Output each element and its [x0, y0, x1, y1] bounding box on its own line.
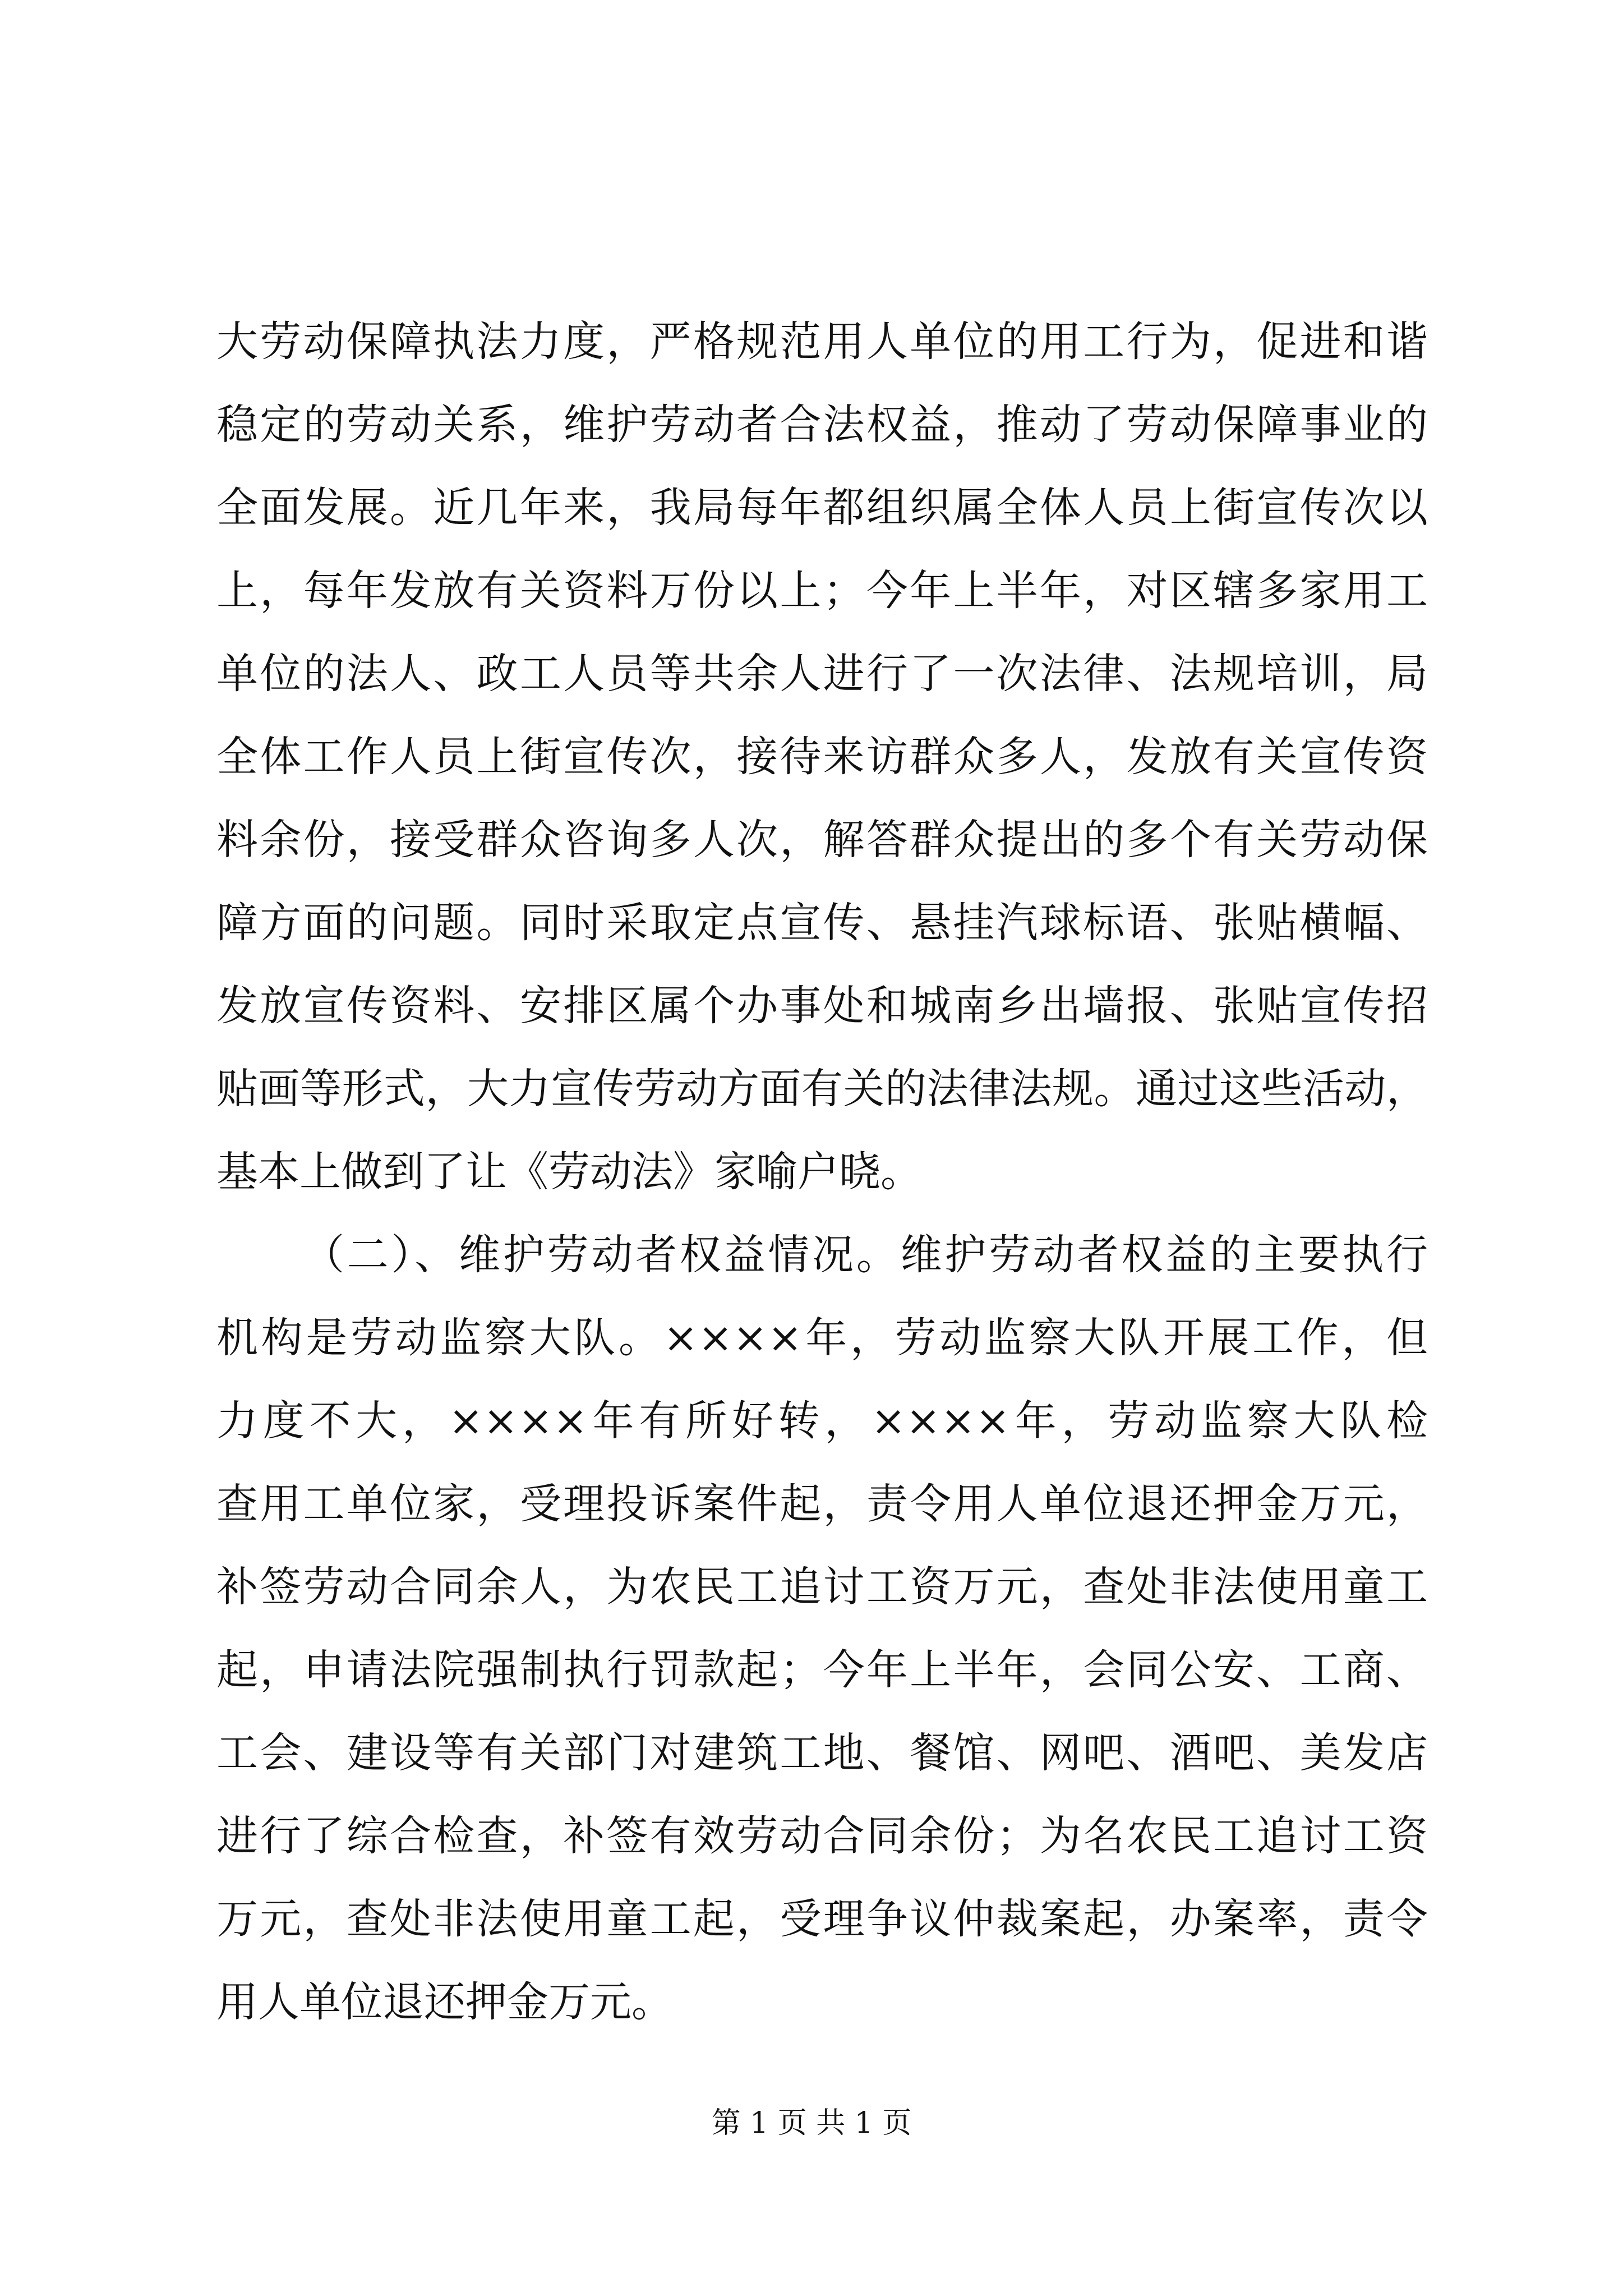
text-line: 全面发展。近几年来，我局每年都组织属全体人员上街宣传次以 [216, 484, 1428, 532]
paragraph-2 [216, 1213, 1428, 2044]
text-line: （二）、维护劳动者权益情况。维护劳动者权益的主要执行 [303, 1231, 1428, 1279]
text-line: 力度不大，××××年有所好转，××××年，劳动监察大队检 [216, 1397, 1428, 1445]
text-line: 用人单位退还押金万元。 [216, 1978, 673, 2026]
paragraph-1 [216, 300, 1428, 1213]
page-footer: 第 1 页 共 1 页 [711, 2106, 912, 2140]
text-line: 起，申请法院强制执行罚款起；今年上半年，会同公安、工商、 [216, 1646, 1428, 1694]
text-line: 进行了综合检查，补签有效劳动合同余份；为名农民工追讨工资 [216, 1812, 1428, 1860]
text-line: 单位的法人、政工人员等共余人进行了一次法律、法规培训，局 [216, 650, 1428, 698]
text-line: 机构是劳动监察大队。××××年，劳动监察大队开展工作，但 [216, 1314, 1428, 1362]
text-line: 料余份，接受群众咨询多人次，解答群众提出的多个有关劳动保 [216, 816, 1428, 864]
text-line: 大劳动保障执法力度，严格规范用人单位的用工行为，促进和谐 [216, 318, 1428, 366]
text-line: 上，每年发放有关资料万份以上；今年上半年，对区辖多家用工 [216, 567, 1428, 615]
text-line: 补签劳动合同余人，为农民工追讨工资万元，查处非法使用童工 [216, 1563, 1428, 1611]
text-line: 工会、建设等有关部门对建筑工地、餐馆、网吧、酒吧、美发店 [216, 1729, 1428, 1777]
text-line: 发放宣传资料、安排区属个办事处和城南乡出墙报、张贴宣传招 [216, 982, 1428, 1030]
text-line: 障方面的问题。同时采取定点宣传、悬挂汽球标语、张贴横幅、 [216, 899, 1428, 947]
text-line: 贴画等形式，大力宣传劳动方面有关的法律法规。通过这些活动， [216, 1065, 1428, 1113]
text-line: 基本上做到了让《劳动法》家喻户晓。 [216, 1148, 922, 1196]
text-line: 万元，查处非法使用童工起，受理争议仲裁案起，办案率，责令 [216, 1895, 1428, 1943]
text-line: 查用工单位家，受理投诉案件起，责令用人单位退还押金万元， [216, 1480, 1428, 1528]
document-body [216, 300, 1428, 2044]
text-line: 稳定的劳动关系，维护劳动者合法权益，推动了劳动保障事业的 [216, 401, 1428, 449]
text-line: 全体工作人员上街宣传次，接待来访群众多人，发放有关宣传资 [216, 733, 1428, 781]
